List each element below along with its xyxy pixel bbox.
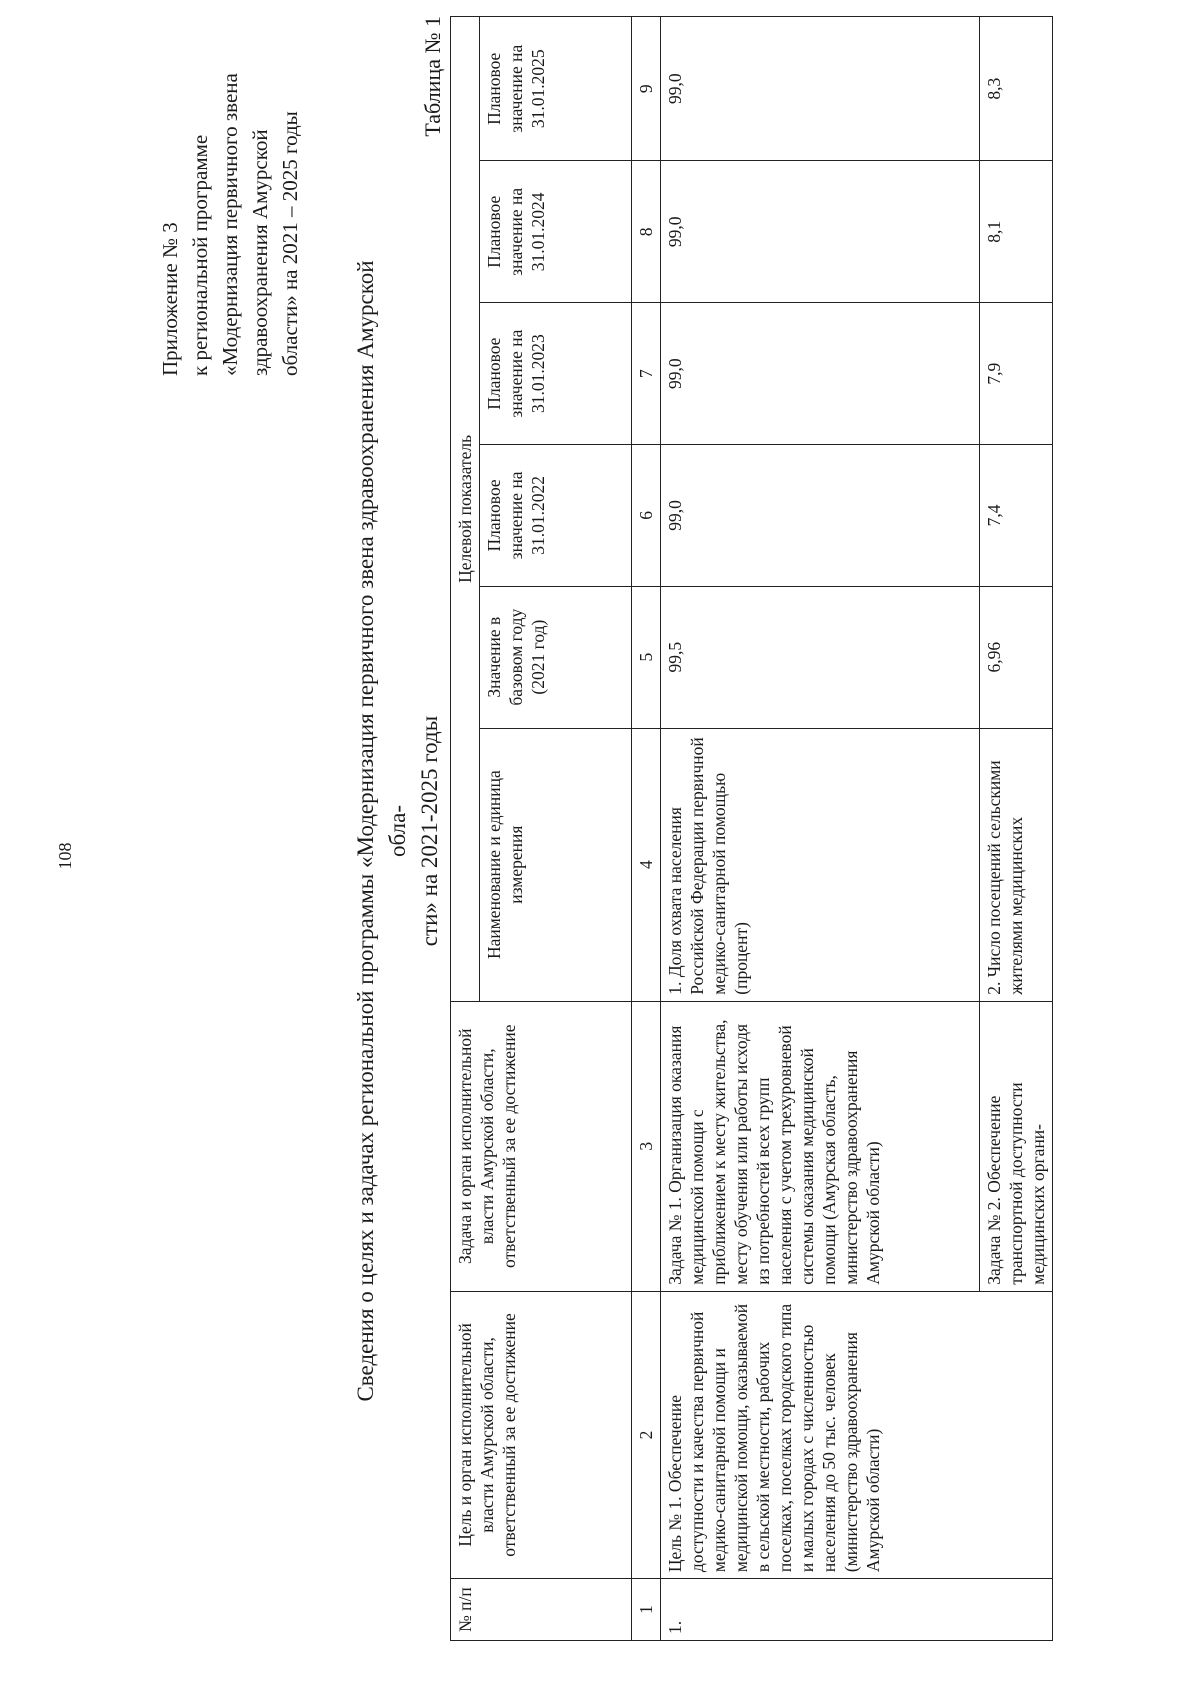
appendix-line: к региональной программе (188, 134, 212, 376)
task-cell: Задача № 2. Обеспечение транспортной доступности медицинских органи- (980, 1001, 1053, 1291)
header-goal: Цель и орган исполнительной власти Амурской области, ответственный за ее достижение (451, 1291, 632, 1578)
page-number: 108 (55, 842, 75, 870)
col-number: 5 (632, 586, 661, 728)
table-number: Таблица № 1 (420, 16, 445, 137)
col-number: 4 (632, 728, 661, 1001)
indicator-plan-2023: 7,9 (980, 303, 1053, 445)
col-number: 6 (632, 445, 661, 587)
header-plan-2024: Плановое значение на 31.01.2024 (480, 161, 632, 303)
document-title (350, 236, 446, 1426)
header-target-indicator: Целевой показатель (451, 17, 480, 1002)
indicator-base-value: 6,96 (980, 586, 1053, 728)
indicator-plan-2024: 8,1 (980, 161, 1053, 303)
header-plan-2022: Плановое значение на 31.01.2022 (480, 445, 632, 587)
task-cell: Задача № 1. Организация оказания медицинской помощи с приближением к месту жительства, месту обучения или работы исходя из потребностей всех групп населения с учетом трехуровневой системы оказания медицинской помощи (Амурская область, министерство здравоохранения Амурской области) (661, 1001, 980, 1291)
indicator-plan-2024: 99,0 (661, 161, 980, 303)
appendix-header (155, 16, 305, 376)
indicator-plan-2025: 99,0 (661, 17, 980, 161)
header-num: № п/п (451, 1579, 632, 1641)
goals-table (450, 16, 1053, 1641)
header-plan-2023: Плановое значение на 31.01.2023 (480, 303, 632, 445)
appendix-line: здравоохранения Амурской (248, 129, 272, 376)
col-number: 2 (632, 1291, 661, 1578)
indicator-plan-2025: 8,3 (980, 17, 1053, 161)
column-number-row (632, 17, 661, 1641)
col-number: 1 (632, 1579, 661, 1641)
col-number: 9 (632, 17, 661, 161)
indicator-name: 2. Число посещений сельскими жителями медицинских (980, 728, 1053, 1001)
indicator-plan-2022: 7,4 (980, 445, 1053, 587)
row-num: 1. (661, 1579, 1053, 1641)
header-name-unit: Наименование и единица измерения (480, 728, 632, 1001)
title-line: Сведения о целях и задачах региональной программы «Модернизация первичного звена здравоохранения Амурской обла- (353, 260, 410, 1402)
col-number: 3 (632, 1001, 661, 1291)
indicator-plan-2022: 99,0 (661, 445, 980, 587)
indicator-plan-2023: 99,0 (661, 303, 980, 445)
col-number: 8 (632, 161, 661, 303)
header-task: Задача и орган исполнительной власти Амурской области, ответственный за ее достижение (451, 1001, 632, 1291)
appendix-line: «Модернизация первичного звена (218, 73, 242, 376)
table-row (661, 17, 980, 1641)
header-base-year: Значение в базовом году (2021 год) (480, 586, 632, 728)
goal-cell: Цель № 1. Обеспечение доступности и качества первичной медико-санитарной помощи и медицинской помощи, оказываемой в сельской местности, рабочих поселках, поселках городского типа и малых городах с численностью населения до 50 тыс. человек (министерство здравоохранения Амурской области) (661, 1291, 1053, 1578)
col-number: 7 (632, 303, 661, 445)
appendix-line: Приложение № 3 (158, 222, 182, 376)
indicator-base-value: 99,5 (661, 586, 980, 728)
table-header-row (451, 17, 480, 1641)
appendix-line: области» на 2021 – 2025 годы (278, 111, 302, 376)
header-plan-2025: Плановое значение на 31.01.2025 (480, 17, 632, 161)
indicator-name: 1. Доля охвата населения Российской Федерации первичной медико-санитарной помощью (процент) (661, 728, 980, 1001)
title-line: сти» на 2021-2025 годы (417, 715, 442, 947)
